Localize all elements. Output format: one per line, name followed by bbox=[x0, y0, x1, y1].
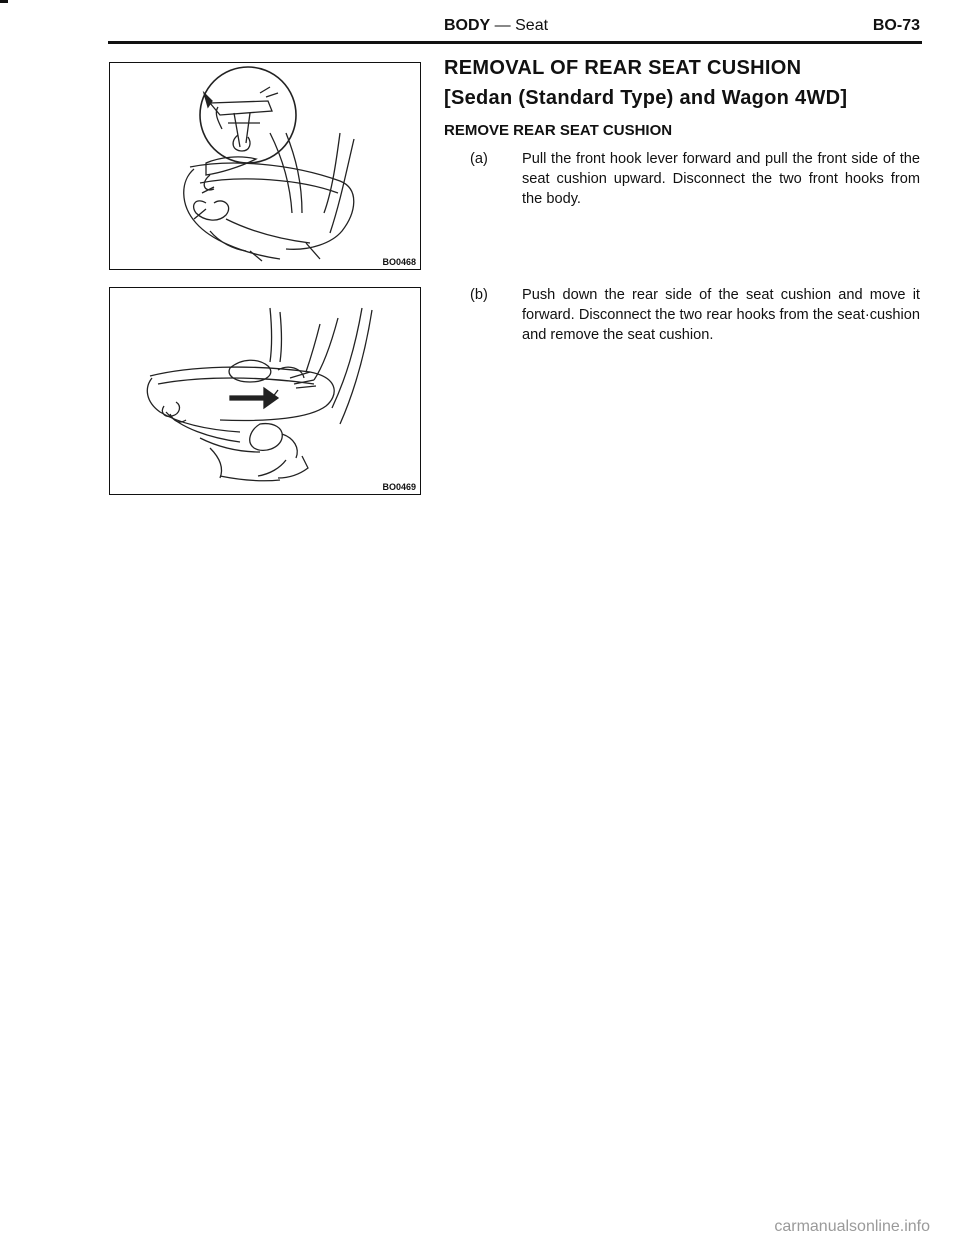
step-label: (b) bbox=[470, 287, 488, 303]
watermark: carmanualsonline.info bbox=[774, 1218, 930, 1235]
scan-corner-mark bbox=[0, 0, 8, 3]
section-subtitle: [Sedan (Standard Type) and Wagon 4WD] bbox=[444, 87, 848, 109]
header-section-separator: — bbox=[490, 17, 516, 34]
seat-front-hook-illustration bbox=[110, 63, 420, 269]
figure-front-hook-lever bbox=[109, 62, 421, 270]
header-section-light: Seat bbox=[515, 17, 549, 34]
running-header-section bbox=[444, 17, 548, 35]
figure-code: BO0469 bbox=[382, 482, 416, 492]
seat-rear-hook-illustration bbox=[110, 288, 420, 494]
procedure-step-b bbox=[470, 285, 920, 345]
step-label: (a) bbox=[470, 151, 488, 167]
figure-code: BO0468 bbox=[382, 257, 416, 267]
header-rule bbox=[108, 41, 922, 44]
section-title: REMOVAL OF REAR SEAT CUSHION bbox=[444, 57, 802, 79]
figure-rear-hooks bbox=[109, 287, 421, 495]
step-text: Push down the rear side of the seat cushion and move it forward. Disconnect the two rear hooks from the seat·cushion and remove the seat cushion. bbox=[522, 287, 920, 343]
procedure-heading: REMOVE REAR SEAT CUSHION bbox=[444, 122, 673, 139]
step-text: Pull the front hook lever forward and pull the front side of the seat cushion upward. Disconnect the two front hooks from the body. bbox=[522, 151, 920, 207]
procedure-step-a bbox=[470, 149, 920, 209]
header-section-bold: BODY bbox=[444, 17, 491, 34]
page-number: BO-73 bbox=[872, 17, 920, 34]
